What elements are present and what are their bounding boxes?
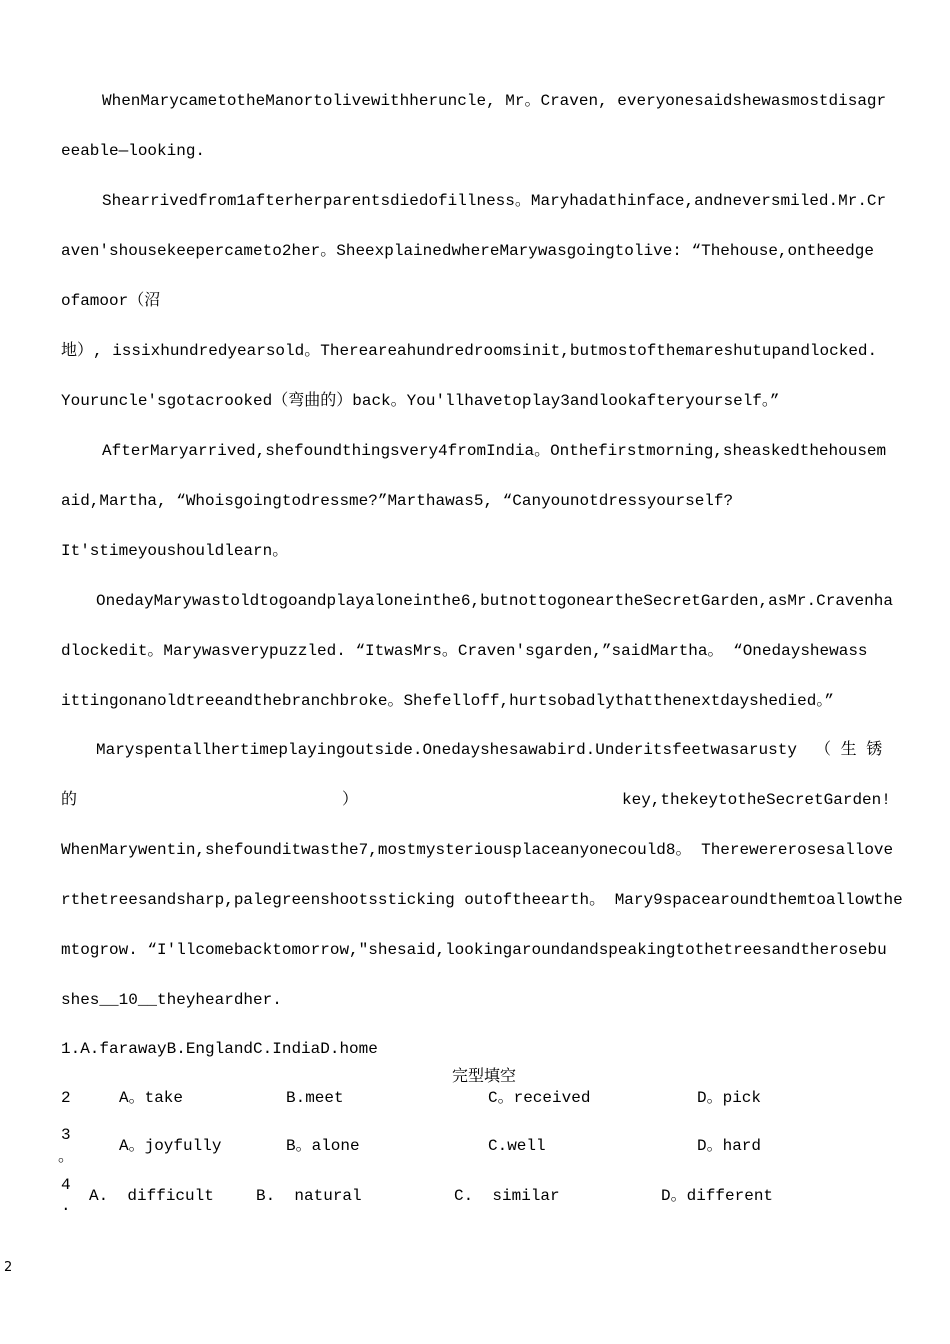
passage-line-fragment: 的: [61, 791, 78, 809]
passage-line: ofamoor（沼: [61, 292, 161, 310]
question-number: 4: [61, 1176, 71, 1194]
page-number: 2: [4, 1260, 13, 1275]
passage-line: Shearrivedfrom1afterherparentsdiedofillness。Maryhadathinface,andneversmiled.Mr.Cr: [102, 192, 887, 210]
passage-line: dlockedit。Marywasverypuzzled. “ItwasMrs。Craven'sgarden,”saidMartha。 “Onedayshewass: [61, 642, 868, 660]
option-a: A。joyfully: [119, 1137, 222, 1155]
passage-line-fragment: （ 生 锈: [815, 741, 883, 759]
passage-line: aven'shousekeepercameto2her。SheexplainedwhereMarywasgoingtolive: “Thehouse,ontheedge: [61, 242, 874, 260]
passage-line: Youruncle'sgotacrooked（弯曲的）back。You'llhavetoplay3andlookafteryourself。”: [61, 392, 780, 410]
question-number: 2: [61, 1089, 71, 1107]
passage-line: WhenMarywentin,shefounditwasthe7,mostmysteriousplaceanyonecould8。 Therewererosesallove: [61, 841, 894, 859]
passage-line: WhenMarycametotheManortolivewithheruncle, Mr。Craven, everyonesaidshewasmostdisagr: [102, 92, 887, 110]
question-number-dot: .: [61, 1197, 71, 1215]
option-d: D。different: [661, 1187, 774, 1205]
option-a: A。take: [119, 1089, 184, 1107]
option-b: B.meet: [286, 1089, 344, 1107]
option-b: B。alone: [286, 1137, 360, 1155]
option-d: D。pick: [697, 1089, 762, 1107]
passage-line: AfterMaryarrived,shefoundthingsvery4fromIndia。Onthefirstmorning,sheaskedthehousem: [102, 442, 887, 460]
passage-line: OnedayMarywastoldtogoandplayaloneinthe6,butnottogoneartheSecretGarden,asMr.Cravenha: [96, 592, 893, 610]
passage-line: It'stimeyoushouldlearn。: [61, 542, 289, 560]
option-b: B. natural: [256, 1187, 362, 1205]
question-number-dot: 。: [58, 1148, 75, 1166]
passage-line: mtogrow. “I'llcomebacktomorrow,"shesaid,lookingaroundandspeakingtothetreesandtherosebu: [61, 941, 887, 959]
option-c: C。received: [488, 1089, 591, 1107]
question-1: 1.A.farawayB.EnglandC.IndiaD.home: [61, 1040, 378, 1058]
passage-line-fragment: key,thekeytotheSecretGarden!: [622, 791, 891, 809]
option-c: C.well: [488, 1137, 546, 1155]
passage-line: ittingonanoldtreeandthebranchbroke。Shefelloff,hurtsobadlythatthenextdayshedied。”: [61, 692, 834, 710]
passage-line: Maryspentallhertimeplayingoutside.Onedayshesawabird.Underitsfeetwasarusty: [96, 741, 797, 759]
option-c: C. similar: [454, 1187, 560, 1205]
passage-line-fragment: ）: [342, 791, 359, 809]
passage-line: 地）, issixhundredyearsold。Thereareahundredroomsinit,butmostofthemareshutupandlocked.: [61, 342, 878, 360]
passage-line: eeable—looking.: [61, 142, 206, 160]
option-a: A. difficult: [89, 1187, 214, 1205]
option-d: D。hard: [697, 1137, 762, 1155]
passage-line: aid,Martha, “Whoisgoingtodressme?”Marthawas5, “Canyounotdressyourself?: [61, 492, 734, 510]
passage-line: shes__10__theyheardher.: [61, 991, 282, 1009]
question-number: 3: [61, 1126, 71, 1144]
passage-line: rthetreesandsharp,palegreenshootssticking outoftheearth。 Mary9spacearoundthemtoallowthe: [61, 891, 903, 909]
section-title: 完型填空: [452, 1066, 517, 1085]
